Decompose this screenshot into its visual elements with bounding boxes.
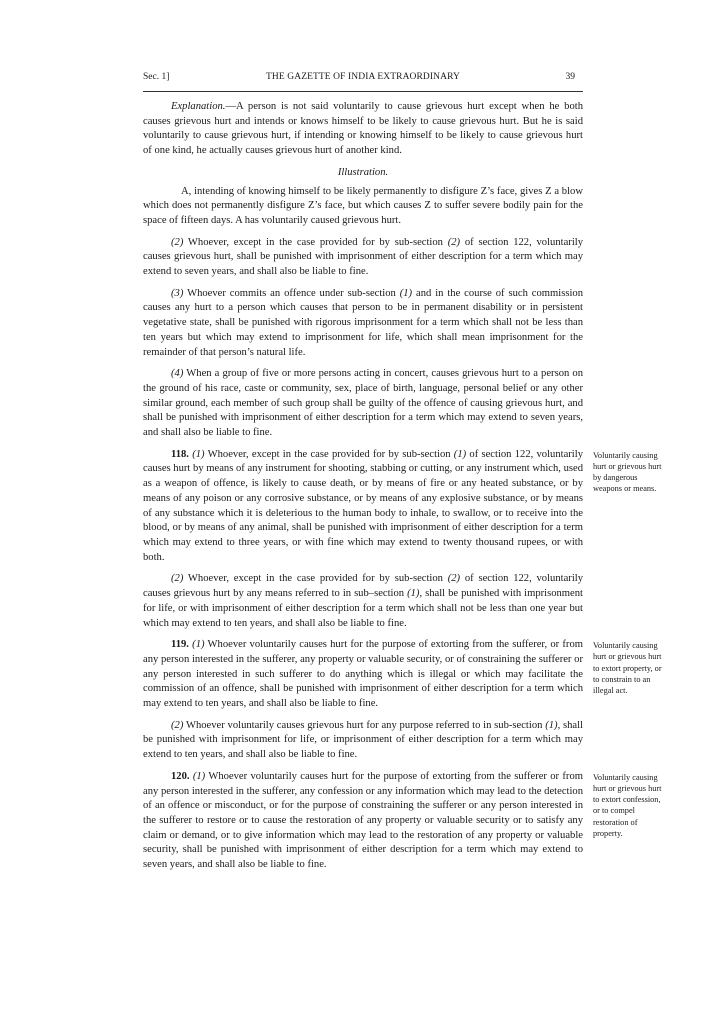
section-117-4 <box>143 367 583 441</box>
gazette-page <box>143 72 662 880</box>
section-number: 118. <box>171 448 189 460</box>
section-119-2 <box>143 719 583 763</box>
margin-note-119: Voluntarily causing hurt or grievous hurt to extort property, or to constrain to an illegal act. <box>593 641 662 696</box>
subsection-ref: (1) <box>407 588 420 600</box>
page-body <box>143 100 662 873</box>
section-117-2 <box>143 236 583 280</box>
subsection-ref: (2) <box>447 236 461 248</box>
subsection-number: (1) <box>192 448 205 460</box>
section-marker: Sec. 1] <box>143 72 170 82</box>
subsection-number: (2) <box>171 573 184 585</box>
subsection-number: (1) <box>192 770 206 782</box>
subsection-number: (2) <box>171 236 184 248</box>
section-117-3 <box>143 287 583 361</box>
subsection-text: When a group of five or more persons acting in concert, causes grievous hurt to a person on the ground of his race, caste or community, sex, place of birth, language, personal belief or any other similar ground, each member of such group shall be guilty of the offence of causing grievous hurt, and shall be punished with imprisonment of either description for a term which may extend to seven years, and shall also be liable to fine. <box>143 368 583 439</box>
subsection-number: (3) <box>171 287 184 299</box>
subsection-ref: (1) <box>545 719 558 731</box>
illustration-paragraph: A, intending of knowing himself to be likely permanently to disfigure Z’s face, gives Z a blow which does not permanently disfigure Z’s face, but which causes Z to suffer severe bodily pain for the space of fifteen days. A has voluntarily caused grievous hurt. <box>143 185 583 226</box>
subsection-ref: (2) <box>447 573 461 585</box>
margin-note-118: Voluntarily causing hurt or grievous hurt by dangerous weapons or means. <box>593 450 662 494</box>
subsection-number: (2) <box>171 719 184 731</box>
section-119-1 <box>143 638 583 712</box>
subsection-text: of section 122, voluntarily causes hurt by means of any instrument for shooting, stabbing or cutting, or any instrument which, used as a weapon of offence, is likely to cause death, or by means of fire or any heated substance, or by means of any poison or any corrosive substance, or by means of any explosive substance, or by means of any substance which it is deleterious to the human body to inhale, to swallow, or to receive into the blood, or by means of any animal, shall be punished with imprisonment of either description for a term which may extend to three years, or with fine which may extend to twenty thousand rupees, or with both. <box>143 448 583 563</box>
subsection-number: (1) <box>192 639 205 651</box>
subsection-text: Whoever, except in the case provided for by sub-section <box>183 573 448 585</box>
illustration-heading: Illustration. <box>337 166 389 178</box>
section-120-1 <box>143 770 583 873</box>
explanation-text: —A person is not said voluntarily to cause grievous hurt except when he both causes grievous hurt and intends or knows himself to be likely to cause grievous hurt. But he is said voluntarily to cause grievous hurt, if intending or knowing himself to be likely to cause grievous hurt of one kind, he actually causes grievous hurt of another kind. <box>143 101 583 157</box>
subsection-text: Whoever voluntarily causes hurt for the purpose of extorting from the sufferer or from any person interested in the sufferer, any confession or any information which may lead to the detection of an offence or misconduct, or for the purpose of constraining the sufferer or any person interested in the sufferer to restore or to cause the restoration of any property or valuable security or to satisfy any claim or demand, or to give information which may lead to the restoration of any property or valuable security, shall be punished with imprisonment of either description for a term which may extend to seven years, and shall also be liable to fine. <box>143 770 583 871</box>
subsection-text: , shall be punished with imprisonment for life, or imprisonment of either description for a term which may extend to ten years, and shall also be liable to fine. <box>143 719 583 761</box>
section-120 <box>143 770 662 873</box>
subsection-text: Whoever, except in the case provided for by sub-section <box>183 236 448 248</box>
subsection-text: Whoever voluntarily causes grievous hurt for any purpose referred to in sub-section <box>183 719 546 731</box>
section-118-2 <box>143 572 583 631</box>
subsection-number: (4) <box>171 368 184 380</box>
section-119 <box>143 638 662 763</box>
page-number: 39 <box>565 72 575 82</box>
section-118 <box>143 448 662 631</box>
gazette-title: THE GAZETTE OF INDIA EXTRAORDINARY <box>266 72 460 82</box>
section-number: 120. <box>171 770 190 782</box>
subsection-text: of section 122, voluntarily causes grievous hurt by any means referred to in sub–section <box>143 573 583 600</box>
section-118-1 <box>143 448 583 566</box>
page-header <box>143 72 583 92</box>
subsection-text: of section 122, voluntarily causes grievous hurt, shall be punished with imprisonment of either description for a term which may extend to seven years, and shall also be liable to fine. <box>143 236 583 278</box>
subsection-text: , shall be punished with imprisonment for life, or with imprisonment of either description for a term which shall not be less than one year but which may extend to ten years, and shall also be liable to fine. <box>143 588 583 629</box>
subsection-text: Whoever voluntarily causes hurt for the purpose of extorting from the sufferer, or from any person interested in the sufferer, any property or valuable security, or of constraining the sufferer or any person interested in such sufferer to do anything which is illegal or which may facilitate the commission of an offence, shall be punished with imprisonment of either description for a term which may extend to ten years, and shall also be liable to fine. <box>143 639 583 710</box>
subsection-text: Whoever, except in the case provided for by sub-section <box>204 448 454 460</box>
section-number: 119. <box>171 639 189 651</box>
explanation-paragraph <box>143 100 583 159</box>
subsection-text: and in the course of such commission causes any hurt to a person which causes that person to be in permanent disability or in persistent vegetative state, shall be punished with rigorous imprisonment for a term which shall not be less than ten years but which may extend to imprisonment for life, which shall mean imprisonment for the remainder of that person’s natural life. <box>143 287 583 358</box>
margin-note-120: Voluntarily causing hurt or grievous hurt to extort confession, or to compel restoration of property. <box>593 772 662 838</box>
subsection-text: Whoever commits an offence under sub-section <box>183 287 400 299</box>
explanation-label: Explanation. <box>171 101 226 112</box>
subsection-ref: (1) <box>399 287 413 299</box>
subsection-ref: (1) <box>453 448 467 460</box>
